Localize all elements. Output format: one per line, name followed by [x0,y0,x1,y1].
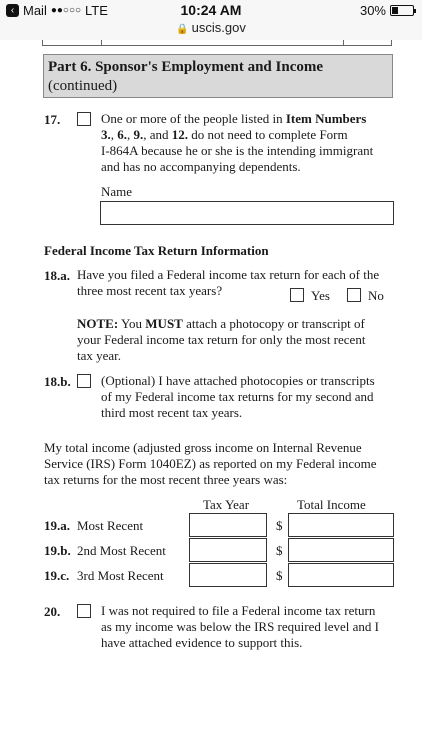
item-19c-number: 19.c. [44,568,70,583]
back-chevron-icon[interactable]: ‹ [6,4,19,17]
item-18b-line-1: (Optional) I have attached photocopies or transcripts [101,373,375,388]
name-label: Name [101,184,133,199]
item-18b-number: 18.b. [44,374,71,389]
network-label: LTE [85,3,108,18]
clock: 10:24 AM [180,2,242,18]
item-19c-label: 3rd Most Recent [77,568,164,583]
item-17-line-1: One or more of the people listed in Item Numbers [101,111,367,126]
tax-year-field[interactable] [189,513,267,537]
income-intro-line-2: Service (IRS) Form 1040EZ) as reported on my Federal income [44,456,377,471]
item-20-line-1: I was not required to file a Federal income tax return [101,603,376,618]
url-bar[interactable] [0,20,422,35]
item-20-line-2: as my income was below the IRS required level and I [101,619,379,634]
item-17-checkbox[interactable] [77,112,91,126]
tax-year-field[interactable] [189,563,267,587]
signal-dots-icon: ●●○○○ [50,5,82,16]
item-18a-yes-label: Yes [311,288,330,303]
currency-symbol: $ [276,518,283,533]
back-app-label[interactable]: Mail [23,3,47,18]
item-19a-label: Most Recent [77,518,144,533]
item-18b-checkbox[interactable] [77,374,91,388]
previous-table-edge [42,40,392,46]
battery-level [392,7,398,14]
part-header [43,54,393,98]
tax-year-field[interactable] [189,538,267,562]
item-18b-line-3: third most recent tax years. [101,405,243,420]
tax-year-header: Tax Year [203,497,250,512]
item-18a-no-checkbox[interactable] [347,288,361,302]
item-20-checkbox[interactable] [77,604,91,618]
item-17-number: 17. [44,112,61,127]
item-18a-number: 18.a. [44,268,70,283]
item-18a-yes-checkbox[interactable] [290,288,304,302]
item-18a-no-label: No [368,288,384,303]
currency-symbol: $ [276,568,283,583]
note-line-1: NOTE: You MUST attach a photocopy or transcript of [77,316,365,331]
lock-icon: 🔒 [176,24,189,35]
battery-percent: 30% [359,3,386,18]
item-19b-number: 19.b. [44,543,71,558]
income-intro-line-3: tax returns for the most recent three years was: [44,472,288,487]
total-income-field[interactable] [288,538,394,562]
income-intro-line-1: My total income (adjusted gross income on Internal Revenue [44,440,362,455]
item-17-line-3: I-864A because he or she is the intending immigrant [101,143,374,158]
battery-icon [390,5,414,16]
total-income-field[interactable] [288,563,394,587]
section-heading: Federal Income Tax Return Information [44,243,269,258]
item-17-line-2: 3., 6., 9., and 12. do not need to complete Form [101,127,348,142]
item-18a-line-2: three most recent tax years? [77,283,223,298]
part-subtitle: (continued) [48,78,118,94]
total-income-field[interactable] [288,513,394,537]
status-bar [0,0,422,40]
status-right [360,3,414,18]
item-18a-line-1: Have you filed a Federal income tax return for each of the [77,267,380,282]
total-income-header: Total Income [297,497,366,512]
part-title: Part 6. Sponsor's Employment and Income [48,59,324,75]
url-text: uscis.gov [191,20,246,35]
item-19b-label: 2nd Most Recent [77,543,166,558]
note-line-2: your Federal income tax return for only the most recent [77,332,366,347]
item-18b-line-2: of my Federal income tax returns for my second and [101,389,374,404]
item-19a-number: 19.a. [44,518,70,533]
item-17-line-4: and has no accompanying dependents. [101,159,301,174]
currency-symbol: $ [276,543,283,558]
name-field[interactable] [100,201,394,225]
item-20-line-3: have attached evidence to support this. [101,635,303,650]
note-line-3: tax year. [77,348,122,363]
item-20-number: 20. [44,604,61,619]
